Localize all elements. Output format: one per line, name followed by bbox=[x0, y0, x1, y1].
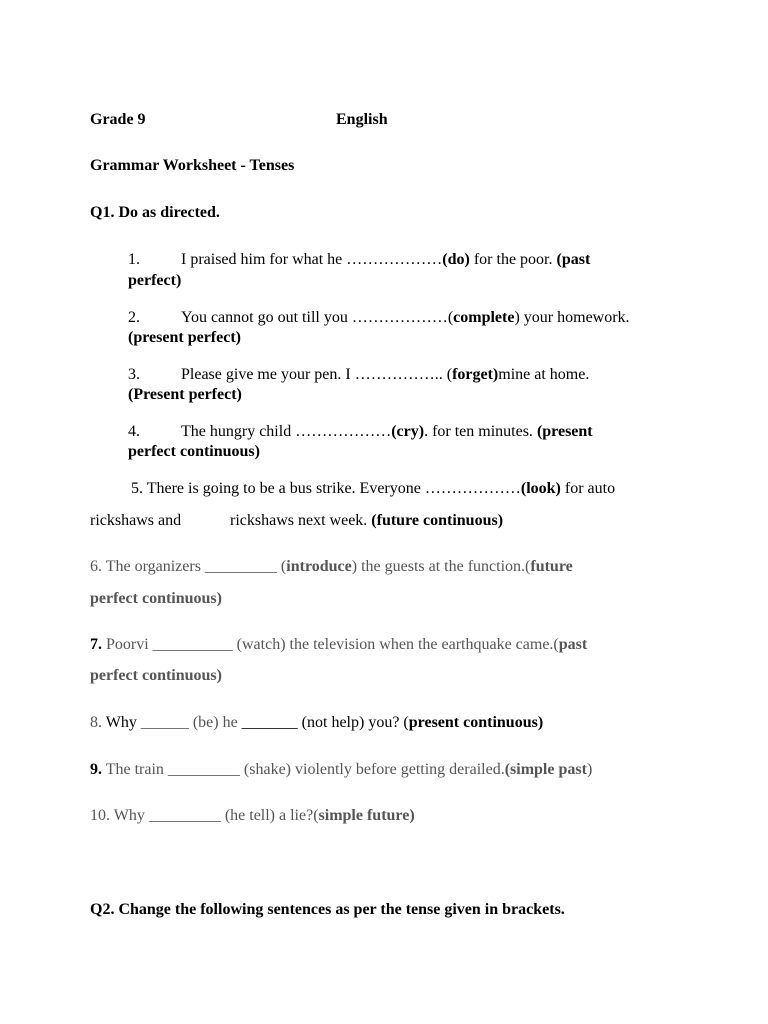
q1-item-10 bbox=[90, 806, 415, 826]
q1-item-1 bbox=[128, 250, 590, 270]
q1-item-4 bbox=[128, 422, 593, 442]
item-text: Why bbox=[102, 714, 137, 731]
item-tense: past bbox=[558, 636, 588, 653]
item-text: I praised him for what he ……………… bbox=[181, 251, 443, 268]
item-number: 1. bbox=[128, 251, 140, 268]
item-text: for the poor. bbox=[469, 251, 557, 268]
q1-item-3 bbox=[128, 365, 589, 385]
item-text: 10. Why _________ (he tell) a lie?( bbox=[90, 807, 319, 824]
item-text: _______ (not help) you? ( bbox=[237, 714, 409, 731]
item-number: 2. bbox=[128, 309, 140, 326]
q1-item-8 bbox=[90, 713, 543, 733]
item-number: 3. bbox=[128, 366, 140, 383]
q1-item-7 bbox=[90, 635, 587, 655]
item-text: The organizers _________ ( bbox=[102, 558, 287, 575]
item-verb: (cry) bbox=[391, 423, 425, 440]
item-verb: forget) bbox=[452, 366, 499, 383]
item-tense: present continuous) bbox=[408, 714, 544, 731]
item-number: 9. bbox=[90, 761, 102, 778]
q1-item-6-tense: perfect continuous) bbox=[90, 590, 222, 607]
item-tense: simple future) bbox=[318, 807, 415, 824]
q1-item-6 bbox=[90, 557, 573, 577]
item-text: Please give me your pen. I …………….. ( bbox=[181, 366, 453, 383]
item-text: Poorvi __________ (watch) the television when the earthquake came.( bbox=[102, 636, 559, 653]
item-text: ) your homework. bbox=[514, 309, 630, 326]
item-text: You cannot go out till you ………………( bbox=[181, 309, 454, 326]
item-text: The hungry child ……………… bbox=[181, 423, 392, 440]
item-text: ______ (be) he bbox=[136, 714, 238, 731]
item-number: 6. bbox=[90, 558, 102, 575]
grade-label: Grade 9 bbox=[90, 111, 146, 128]
q1-item-1-tense: perfect) bbox=[128, 272, 182, 289]
item-verb: complete bbox=[453, 309, 515, 326]
item-number: 8. bbox=[90, 714, 102, 731]
item-tense: (past bbox=[556, 251, 591, 268]
item-text: for auto bbox=[560, 480, 616, 497]
q1-item-5-line2b bbox=[230, 511, 503, 531]
item-verb: (look) bbox=[520, 480, 561, 497]
item-tense: (future continuous) bbox=[371, 512, 504, 529]
item-tense: (simple past bbox=[504, 761, 587, 778]
q1-item-5 bbox=[131, 479, 615, 499]
q1-item-2 bbox=[128, 308, 630, 328]
worksheet-title: Grammar Worksheet - Tenses bbox=[90, 157, 295, 174]
item-text: mine at home. bbox=[498, 366, 590, 383]
item-verb: (do) bbox=[442, 251, 470, 268]
item-number: 4. bbox=[128, 423, 140, 440]
q1-item-5-line2a: rickshaws and bbox=[90, 512, 182, 529]
q1-item-9 bbox=[90, 760, 592, 780]
subject-label: English bbox=[336, 111, 388, 128]
item-text: 5. There is going to be a bus strike. Everyone ……………… bbox=[131, 480, 521, 497]
item-tense: (present bbox=[536, 423, 593, 440]
q1-item-2-tense: (present perfect) bbox=[128, 329, 241, 346]
item-text: . for ten minutes. bbox=[424, 423, 537, 440]
item-text: ) bbox=[586, 761, 593, 778]
q1-item-7-tense: perfect continuous) bbox=[90, 667, 222, 684]
item-verb: introduce bbox=[286, 558, 352, 575]
item-text: ) the guests at the function.( bbox=[351, 558, 531, 575]
item-tense: future bbox=[530, 558, 573, 575]
item-text: rickshaws next week. bbox=[230, 512, 372, 529]
item-text: The train _________ (shake) violently before getting derailed. bbox=[102, 761, 505, 778]
q1-item-3-tense: (Present perfect) bbox=[128, 386, 242, 403]
q1-heading: Q1. Do as directed. bbox=[90, 204, 220, 221]
q1-item-4-tense: perfect continuous) bbox=[128, 443, 260, 460]
item-number: 7. bbox=[90, 636, 102, 653]
q2-heading: Q2. Change the following sentences as per the tense given in brackets. bbox=[90, 901, 565, 918]
